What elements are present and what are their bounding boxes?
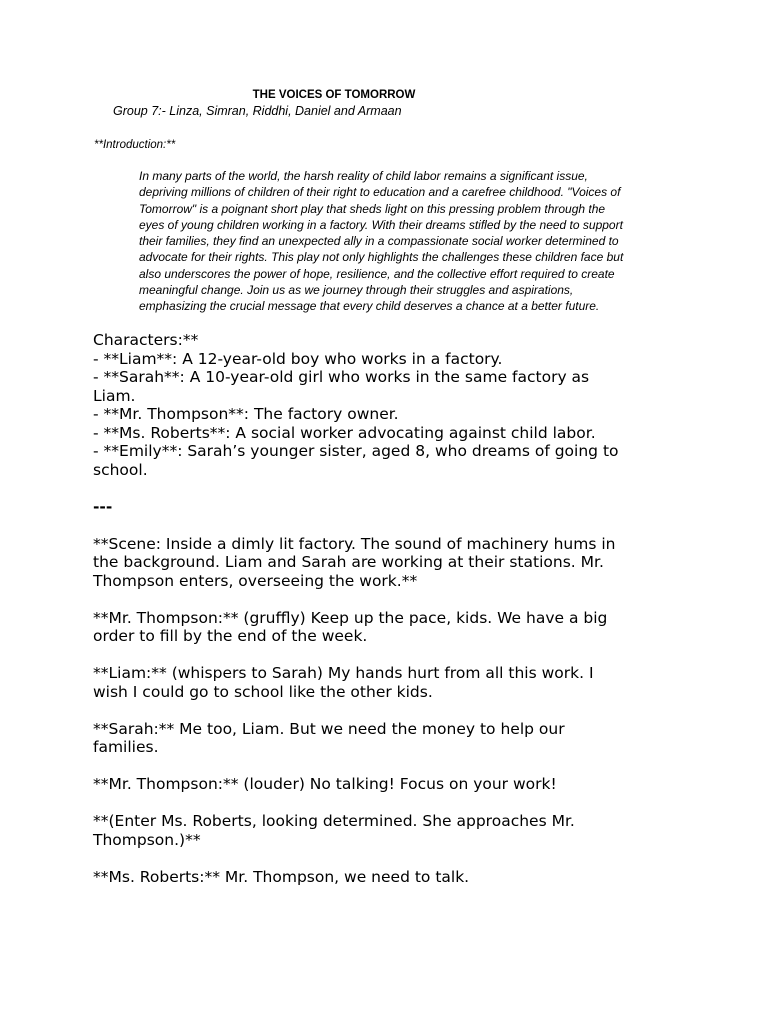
section-separator: ---	[93, 497, 113, 516]
intro-line: In many parts of the world, the harsh reality of child labor remains a significant issue,	[139, 169, 588, 183]
spacer	[93, 757, 673, 776]
dialogue-line: Thompson.)**	[93, 830, 201, 849]
intro-line: also underscores the power of hope, resilience, and the collective effort required to create	[139, 266, 615, 281]
scene-line: Thompson enters, overseeing the work.**	[93, 571, 418, 590]
dialogue-line: **Liam:** (whispers to Sarah) My hands hurt from all this work. I	[93, 664, 594, 682]
scene-direction	[93, 535, 673, 591]
character-line: - **Ms. Roberts**: A social worker advocating against child labor.	[93, 423, 596, 442]
spacer	[93, 646, 673, 665]
dialogue-block	[93, 775, 673, 794]
dialogue-block	[93, 720, 673, 757]
group-members: Group 7:- Linza, Simran, Riddhi, Daniel and Armaan	[113, 104, 402, 118]
character-line: - **Emily**: Sarah’s younger sister, aged 8, who dreams of going to	[93, 442, 619, 460]
stage-direction	[93, 812, 673, 849]
play-script	[93, 331, 673, 886]
dialogue-line: **Ms. Roberts:** Mr. Thompson, we need to talk.	[93, 867, 470, 886]
dialogue-line: **Mr. Thompson:** (louder) No talking! Focus on your work!	[93, 775, 557, 793]
intro-line: eyes of young children working in a factory. With their dreams stifled by the need to support	[139, 217, 623, 232]
spacer	[93, 701, 673, 720]
spacer	[93, 590, 673, 609]
spacer	[93, 794, 673, 813]
spacer	[93, 479, 673, 498]
character-line: - **Mr. Thompson**: The factory owner.	[93, 405, 399, 423]
characters-section	[93, 331, 673, 479]
introduction-paragraph	[139, 168, 679, 315]
intro-line: depriving millions of children of their right to education and a carefree childhood. "Voices of	[139, 185, 621, 200]
dialogue-line: **Mr. Thompson:** (gruffly) Keep up the pace, kids. We have a big	[93, 608, 608, 627]
intro-line: emphasizing the crucial message that every child deserves a chance at a better future.	[139, 299, 600, 314]
dialogue-block	[93, 868, 673, 887]
dialogue-line: order to fill by the end of the week.	[93, 627, 368, 645]
dialogue-line: wish I could go to school like the other kids.	[93, 682, 433, 701]
intro-line: Tomorrow" is a poignant short play that sheds light on this pressing problem through the	[139, 201, 606, 216]
dialogue-block	[93, 609, 673, 646]
spacer	[93, 516, 673, 535]
characters-heading: Characters:**	[93, 331, 199, 349]
introduction-heading: **Introduction:**	[94, 139, 176, 151]
intro-line: their families, they find an unexpected ally in a compassionate social worker determined to	[139, 234, 619, 249]
character-line: Liam.	[93, 386, 136, 405]
dialogue-line: families.	[93, 738, 159, 756]
document-title: THE VOICES OF TOMORROW	[252, 89, 416, 101]
scene-line: **Scene: Inside a dimly lit factory. The sound of machinery hums in	[93, 534, 616, 553]
scene-line: the background. Liam and Sarah are working at their stations. Mr.	[93, 553, 604, 571]
character-line: - **Liam**: A 12-year-old boy who works in a factory.	[93, 349, 503, 368]
spacer	[93, 849, 673, 868]
character-line: school.	[93, 460, 148, 479]
dialogue-line: **(Enter Ms. Roberts, looking determined. She approaches Mr.	[93, 812, 575, 830]
dialogue-line: **Sarah:** Me too, Liam. But we need the money to help our	[93, 719, 565, 738]
intro-line: advocate for their rights. This play not only highlights the challenges these children face but	[139, 250, 624, 265]
dialogue-block	[93, 664, 673, 701]
character-line: - **Sarah**: A 10-year-old girl who works in the same factory as	[93, 368, 590, 386]
intro-line: meaningful change. Join us as we journey through their struggles and aspirations,	[139, 283, 574, 298]
